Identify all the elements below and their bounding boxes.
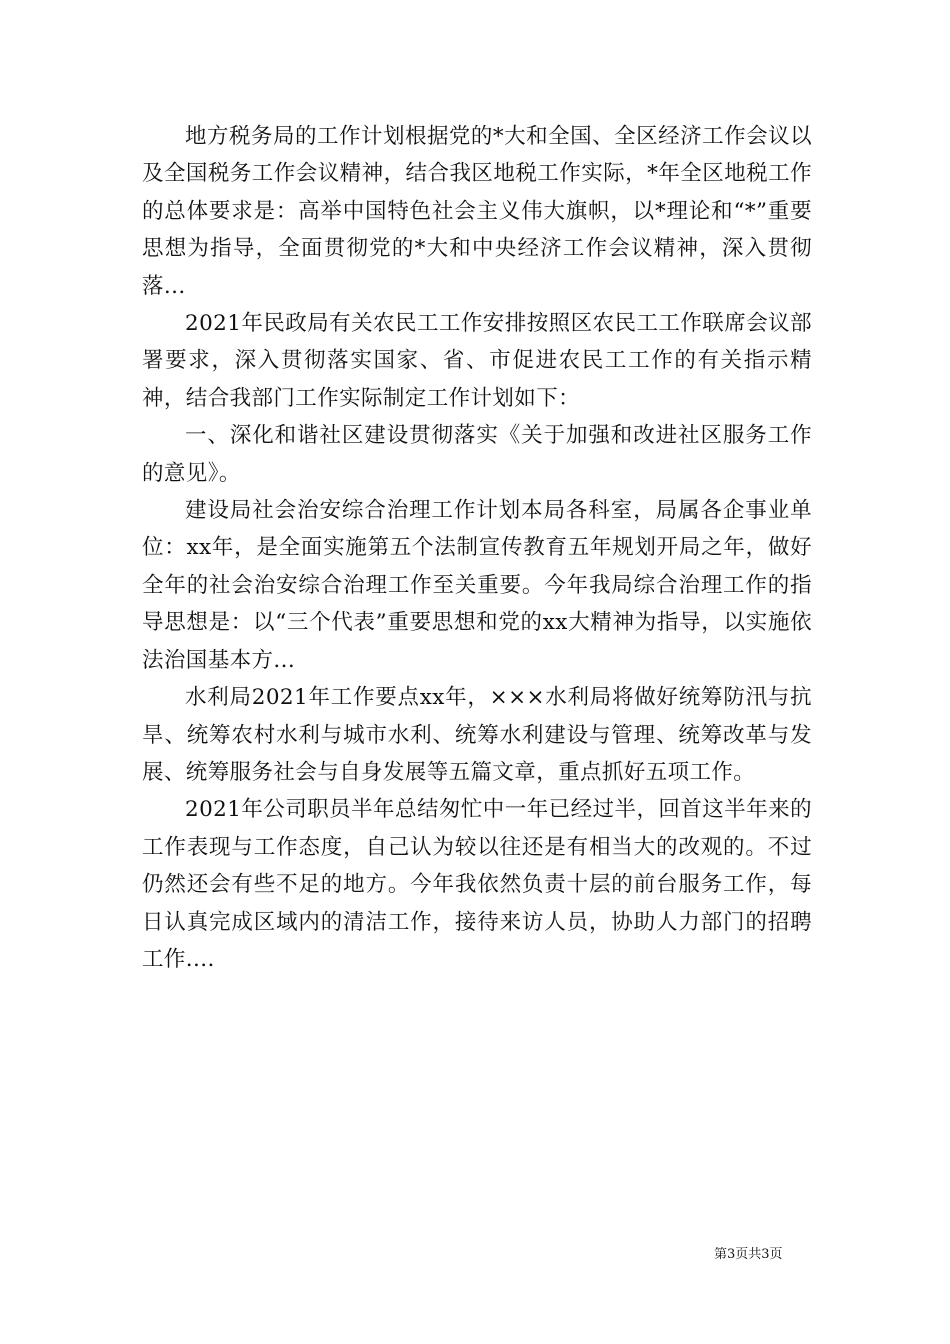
paragraph-community-building: 一、深化和谐社区建设贯彻落实《关于加强和改进社区服务工作的意见》。 [142, 423, 812, 486]
paragraph-water-bureau-points: 水利局2021年工作要点xx年，×××水利局将做好统筹防汛与抗旱、统筹农村水利与城市水利、统筹水利建设与管理、统筹改革与发展、统筹服务社会与自身发展等五篇文章，重点抓好五项工作。 [142, 685, 812, 785]
paragraph-staff-half-year-summary: 2021年公司职员半年总结匆忙中一年已经过半，回首这半年来的工作表现与工作态度，自己认为较以往还是有相当大的改观的。不过仍然还会有些不足的地方。今年我依然负责十层的前台服务工作，每日认真完成区域内的清洁工作，接待来访人员，协助人力部门的招聘工作.... [142, 797, 812, 972]
page-number: 第3页共3页 [714, 1247, 783, 1262]
paragraph-tax-bureau-plan: 地方税务局的工作计划根据党的*大和全国、全区经济工作会议以及全国税务工作会议精神，结合我区地税工作实际，*年全区地税工作的总体要求是：高举中国特色社会主义伟大旗帜，以*理论和“*”重要思想为指导，全面贯彻党的*大和中央经济工作会议精神，深入贯彻落... [142, 124, 812, 299]
paragraph-construction-bureau-plan: 建设局社会治安综合治理工作计划本局各科室，局属各企事业单位：xx年，是全面实施第五个法制宣传教育五年规划开局之年，做好全年的社会治安综合治理工作至关重要。今年我局综合治理工作的指导思想是：以“三个代表”重要思想和党的xx大精神为指导，以实施依法治国基本方... [142, 498, 812, 673]
paragraph-civil-affairs-plan: 2021年民政局有关农民工工作安排按照区农民工工作联席会议部署要求，深入贯彻落实国家、省、市促进农民工工作的有关指示精神，结合我部门工作实际制定工作计划如下： [142, 311, 812, 411]
document-body [142, 118, 812, 978]
